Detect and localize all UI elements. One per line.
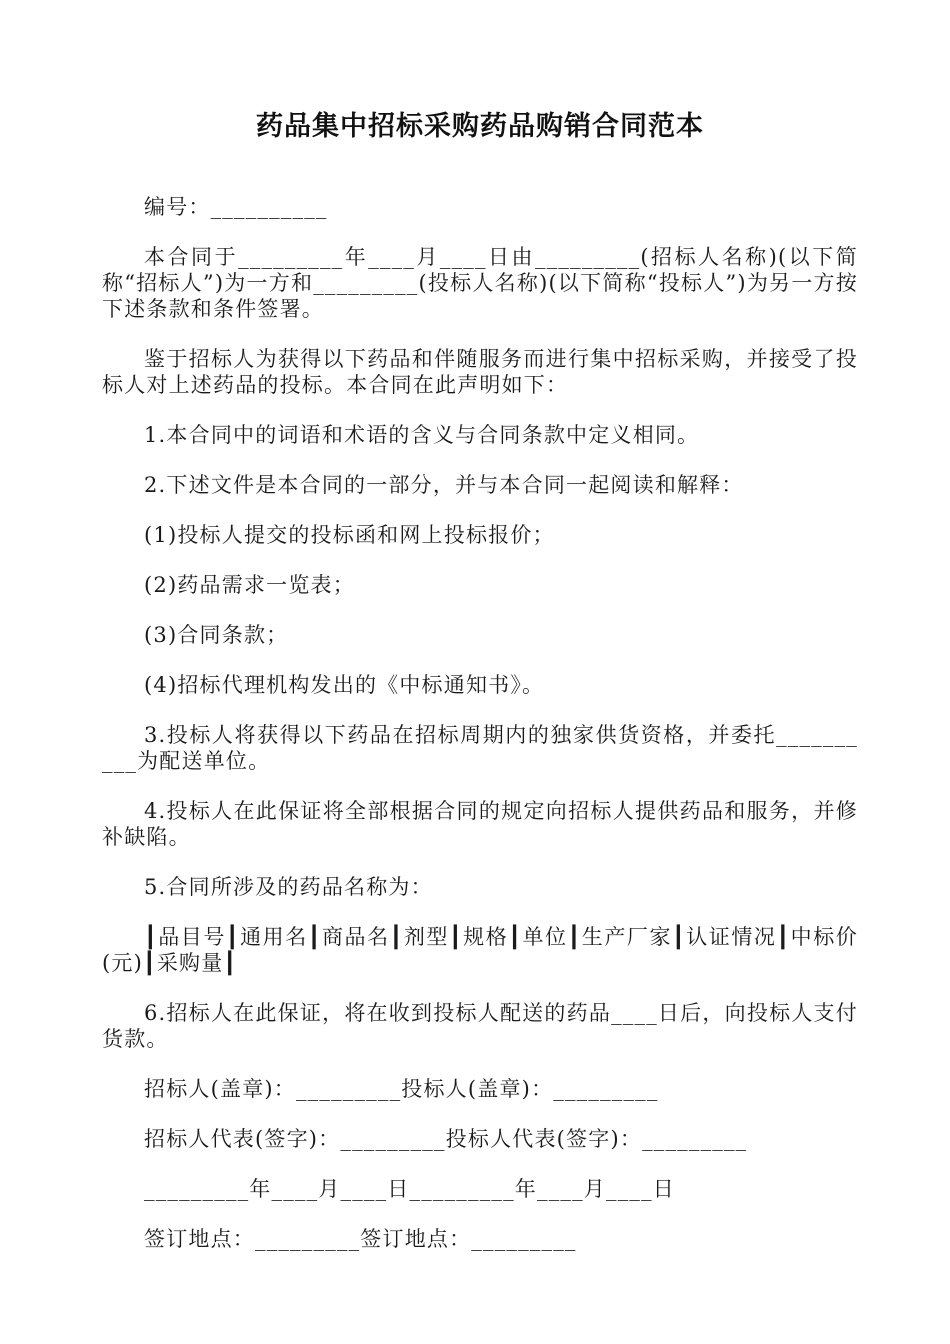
clause-4: 4.投标人在此保证将全部根据合同的规定向招标人提供药品和服务，并修补缺陷。: [102, 799, 858, 849]
clause-1: 1.本合同中的词语和术语的含义与合同条款中定义相同。: [144, 423, 700, 447]
signing-place-line: 签订地点：_________签订地点：_________: [144, 1227, 577, 1251]
contract-recital-paragraph: 鉴于招标人为获得以下药品和伴随服务而进行集中招标采购，并接受了投标人对上述药品的投标。本合同在此声明如下：: [102, 347, 858, 397]
signature-line: 招标人代表(签字)：_________投标人代表(签字)：_________: [144, 1127, 748, 1151]
clause-2-item-1: (1)投标人提交的投标函和网上投标报价；: [144, 523, 555, 547]
clause-2: 2.下述文件是本合同的一部分，并与本合同一起阅读和解释：: [144, 473, 744, 497]
clause-6: 6.招标人在此保证，将在收到投标人配送的药品____日后，向投标人支付货款。: [102, 1001, 858, 1051]
seal-line: 招标人(盖章)：_________投标人(盖章)：_________: [144, 1077, 659, 1101]
clause-3: 3.投标人将获得以下药品在招标周期内的独家供货资格，并委托__________为配送单位。: [102, 723, 858, 773]
document-title: 药品集中招标采购药品购销合同范本: [256, 111, 704, 142]
document-body: [102, 194, 858, 1252]
contract-number: 编号：__________: [144, 195, 328, 219]
date-line: _________年____月____日_________年____月____日: [144, 1177, 675, 1201]
drug-table-header: ┃品目号┃通用名┃商品名┃剂型┃规格┃单位┃生产厂家┃认证情况┃中标价(元)┃采购量┃: [102, 925, 858, 975]
contract-parties-paragraph: 本合同于_________年____月____日由_________(招标人名称)(以下简称“招标人”)为一方和_________(投标人名称)(以下简称“投标人”)为另一方按下述条款和条件签署。: [102, 245, 858, 321]
clause-5: 5.合同所涉及的药品名称为：: [144, 875, 433, 899]
clause-2-item-3: (3)合同条款；: [144, 623, 289, 647]
clause-2-item-2: (2)药品需求一览表；: [144, 573, 355, 597]
clause-2-item-4: (4)招标代理机构发出的《中标通知书》。: [144, 673, 545, 697]
